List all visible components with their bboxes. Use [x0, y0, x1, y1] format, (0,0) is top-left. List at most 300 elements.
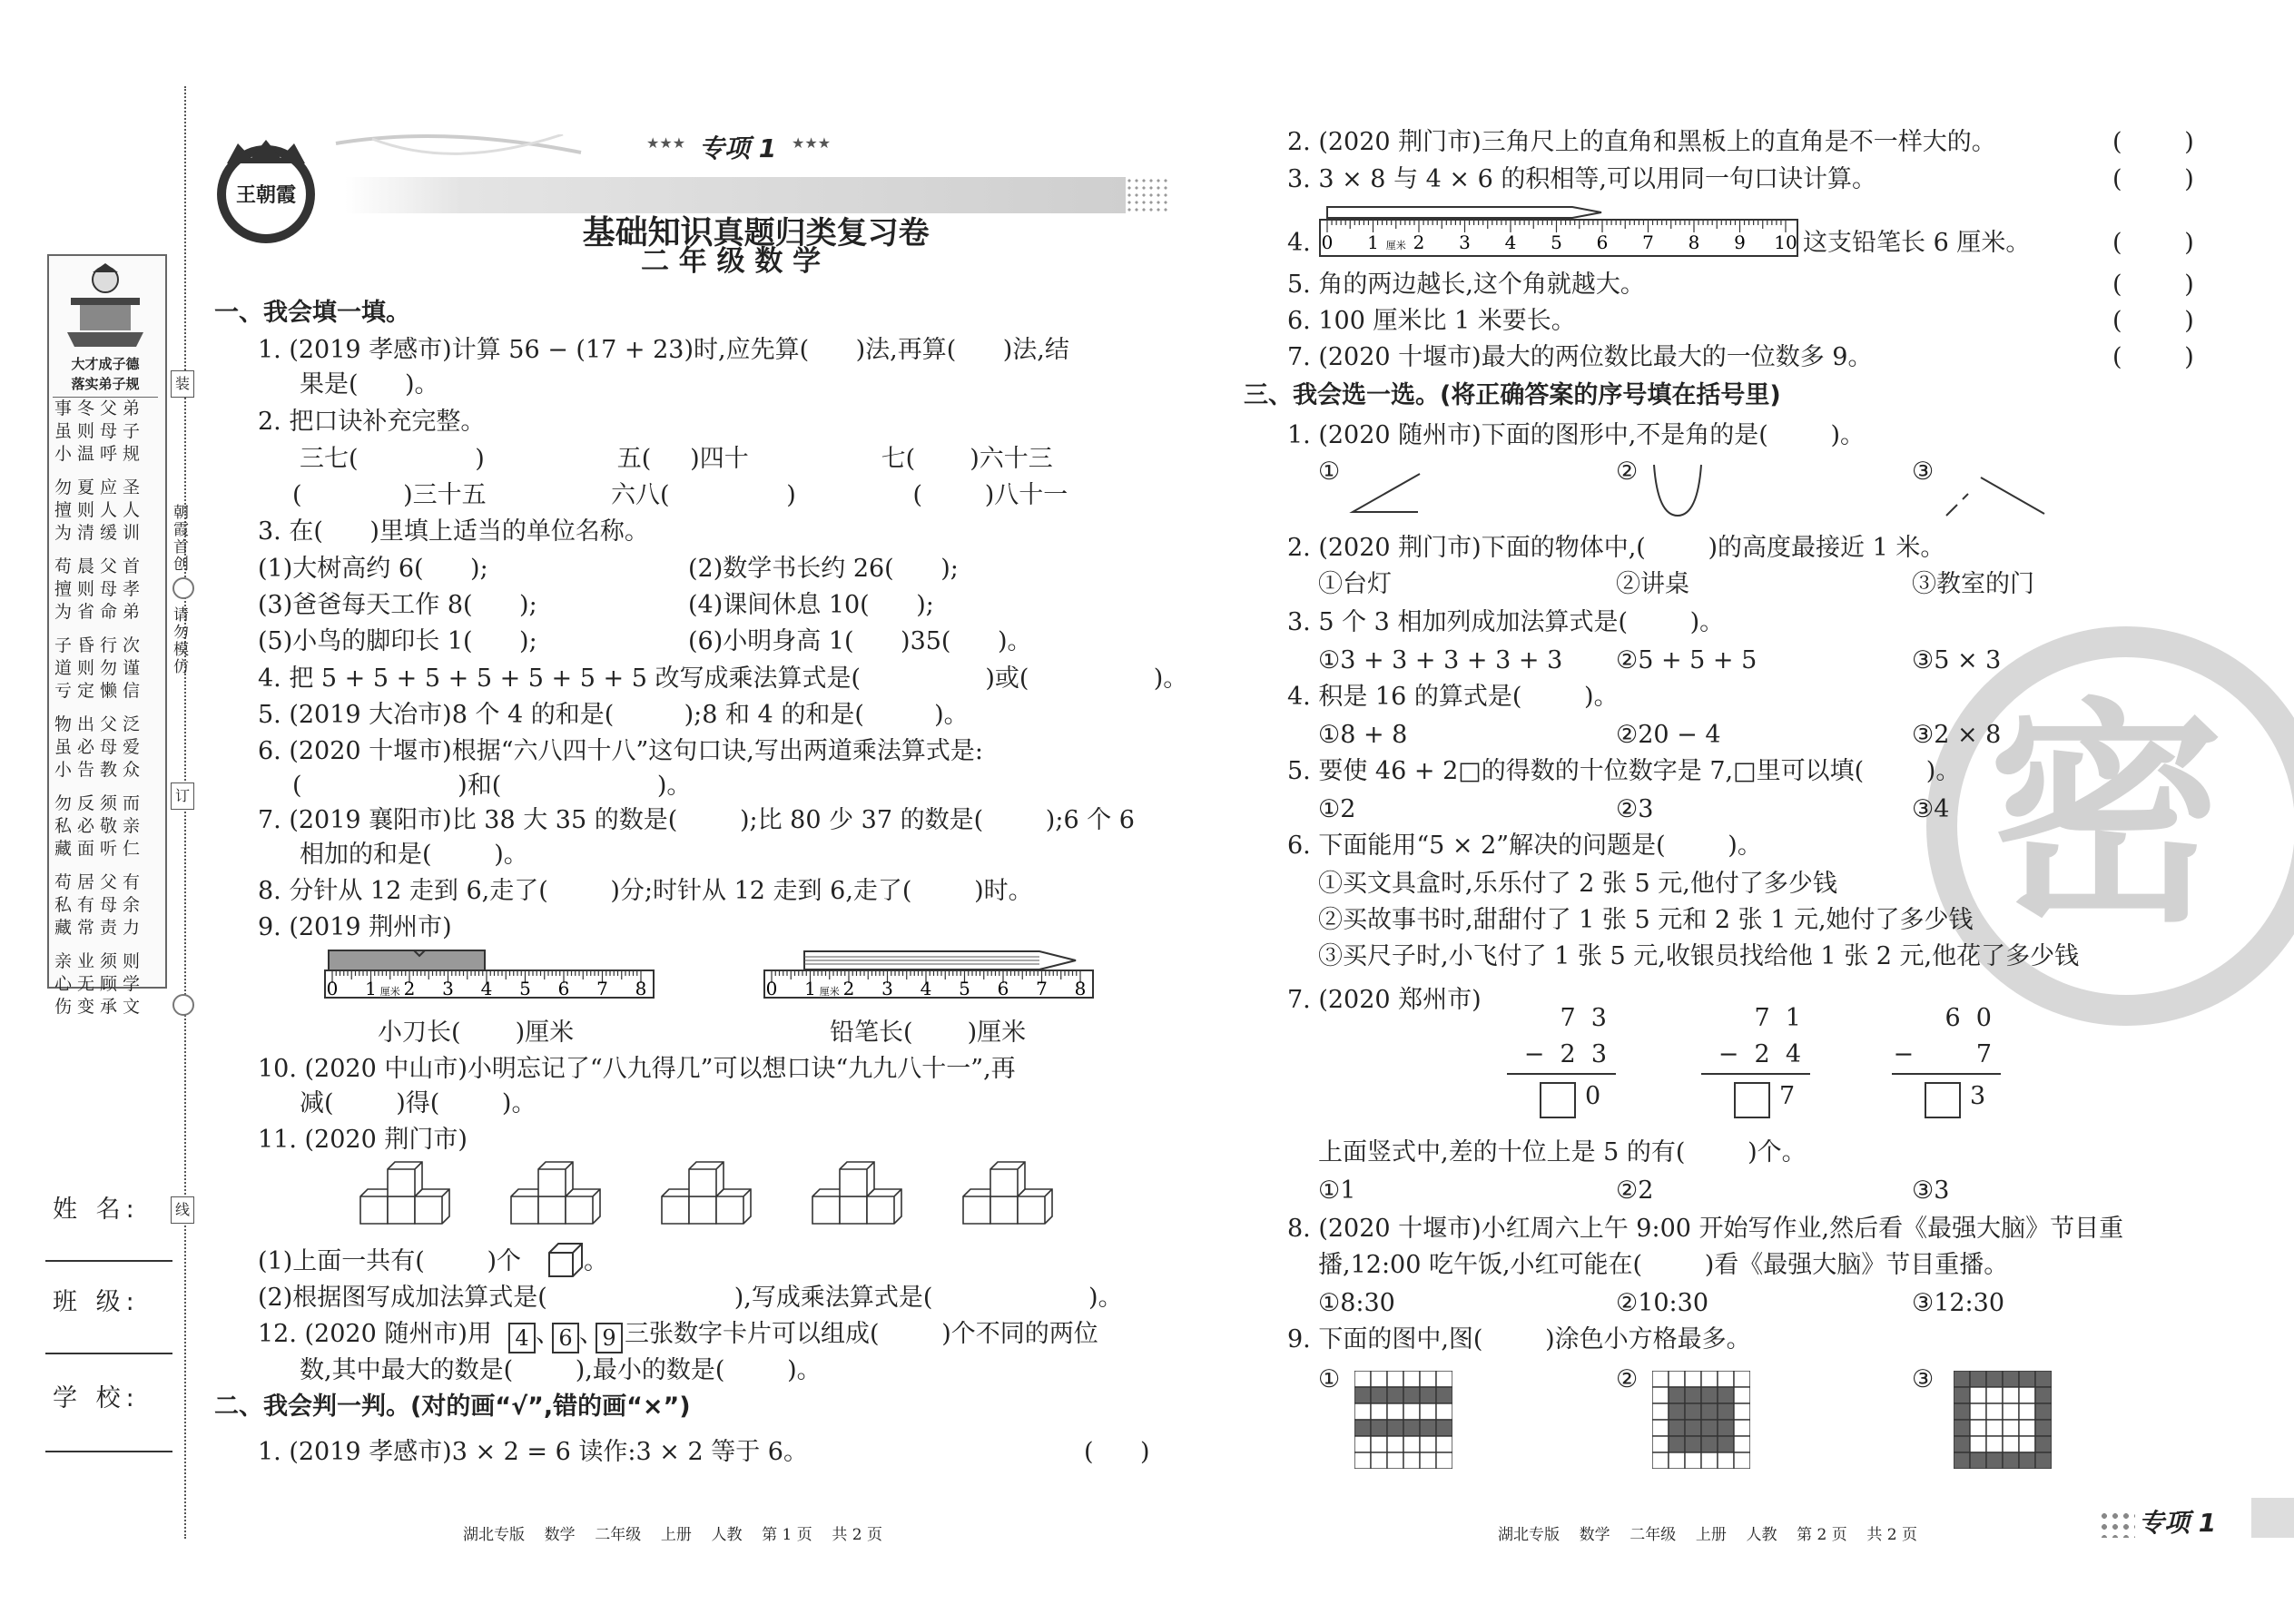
ruler-number: 8	[635, 978, 647, 999]
grid-cell	[1986, 1452, 2003, 1469]
grid-cell	[1354, 1452, 1371, 1469]
grid-cell	[1685, 1436, 1701, 1452]
judge-q7-answer[interactable]: ( )	[2112, 343, 2194, 371]
grid-cell	[1701, 1371, 1718, 1387]
title-bar-dots	[1126, 177, 1171, 213]
choose-q1-opt1-label: ①	[1318, 458, 1341, 486]
q6-line2: ( )和( )。	[292, 772, 692, 800]
grid-cell	[1652, 1452, 1669, 1469]
ruler-number: 3	[1459, 231, 1471, 253]
sidebar-text-row: 虽则母子	[54, 421, 146, 441]
judge-q1: 1. (2019 孝感市)3 × 2 = 6 读作:3 × 2 等于 6。	[258, 1438, 808, 1466]
ruler-number: 1	[804, 978, 816, 999]
ray-figure-3	[1943, 472, 2052, 519]
choose-q7: 7. (2020 郑州市)	[1287, 986, 1482, 1014]
grid-cell	[1436, 1452, 1452, 1469]
curve-figure-2	[1650, 461, 1705, 519]
grid-cell	[1701, 1387, 1718, 1403]
grid-figure-2	[1652, 1371, 1750, 1469]
section-judge-heading: 二、我会判一判。(对的画“√”,错的画“×”)	[214, 1393, 691, 1421]
ruler-number: 4	[1504, 231, 1517, 253]
grid-cell	[2035, 1371, 2052, 1387]
q3-item3: (3)爸爸每天工作 8( );	[258, 591, 537, 619]
ruler-number: 0	[1321, 231, 1334, 253]
grid-cell	[1734, 1371, 1750, 1387]
angle-figure-1	[1349, 470, 1422, 516]
sidebar-text-row: 为省命弟	[54, 602, 146, 622]
sidebar-text-row: 藏常责力	[54, 918, 146, 938]
ruler-number: 4	[920, 978, 932, 999]
grid-cell	[2003, 1436, 2019, 1452]
calc-top: 7 3	[1560, 1004, 1607, 1032]
cube-stack-figure	[660, 1160, 769, 1233]
left-footer: 湖北专版 数学 二年级 上册 人教 第 1 页 共 2 页	[463, 1526, 882, 1544]
choose-q9-opt3-label: ③	[1912, 1365, 1935, 1393]
q4-line: 4. 把 5 + 5 + 5 + 5 + 5 + 5 + 5 改写成乘法算式是( )或( )。	[258, 664, 1188, 693]
knife-icon	[329, 950, 485, 970]
stamp-character: 密	[1988, 680, 2224, 954]
grid-cell	[2035, 1436, 2052, 1452]
grid-cell	[1718, 1420, 1734, 1436]
grid-cell	[1954, 1452, 1970, 1469]
grid-cell	[1420, 1436, 1436, 1452]
grid-cell	[2035, 1420, 2052, 1436]
calc-top: 6 0	[1944, 1004, 1992, 1032]
grid-cell	[1403, 1420, 1420, 1436]
ruler-number: 8	[1688, 231, 1700, 253]
school-label: 学 校:	[53, 1384, 140, 1412]
ruler-number: 7	[1036, 978, 1048, 999]
grid-cell	[2003, 1452, 2019, 1469]
grid-cell	[1420, 1420, 1436, 1436]
scholar-figure	[53, 260, 158, 350]
q12-prefix: 12. (2020 随州市)用	[258, 1320, 492, 1348]
choose-q1-opt2-label: ②	[1616, 458, 1639, 486]
seal-label-xian: 线	[171, 1196, 194, 1224]
number-card-9: 9	[596, 1323, 623, 1353]
q10-line1: 10. (2020 中山市)小明忘记了“八九得几”可以想口诀“九九八十一”,再	[258, 1055, 1016, 1083]
grid-cell	[1387, 1420, 1403, 1436]
scholar-icon	[53, 260, 158, 350]
grid-cell	[1954, 1436, 1970, 1452]
grid-cell	[1734, 1452, 1750, 1469]
card-sep: 、	[579, 1320, 604, 1348]
grid-cell	[1354, 1371, 1371, 1387]
choose-q4-opt1: ①8 + 8	[1318, 721, 1408, 749]
grid-cell	[1718, 1387, 1734, 1403]
calc-unit: 3	[1970, 1082, 1986, 1110]
grid-cell	[2019, 1371, 2035, 1387]
choose-q8-opt3: ③12:30	[1912, 1289, 2005, 1317]
grid-figure-1	[1354, 1371, 1452, 1469]
judge-q7: 7. (2020 十堰市)最大的两位数比最大的一位数多 9。	[1287, 343, 1873, 371]
grid-cell	[1652, 1371, 1669, 1387]
q1-line2: 果是( )。	[300, 370, 439, 399]
grid-cell	[1371, 1452, 1387, 1469]
cube-figures	[359, 1160, 1067, 1233]
choose-q8-opt2: ②10:30	[1616, 1289, 1709, 1317]
grid-cell	[1718, 1371, 1734, 1387]
grid-cell	[1701, 1403, 1718, 1420]
choose-q2: 2. (2020 荆门市)下面的物体中,( )的高度最接近 1 米。	[1287, 534, 1945, 562]
header-stars-left: ★★★	[646, 134, 686, 152]
knife-length-label: 小刀长( )厘米	[378, 1019, 575, 1047]
cube-icon	[547, 1242, 584, 1278]
q8-line: 8. 分针从 12 走到 6,走了( )分;时针从 12 走到 6,走了( )时。	[258, 877, 1033, 905]
grid-cell	[1954, 1371, 1970, 1387]
logo-text: 王朝霞	[235, 184, 296, 207]
grid-cell	[1354, 1403, 1371, 1420]
grid-cell	[1734, 1436, 1750, 1452]
q11-part1: (1)上面一共有( )个	[258, 1247, 521, 1275]
q9-line: 9. (2019 荆州市)	[258, 913, 452, 941]
ruler-number: 5	[959, 978, 970, 999]
seal-label-zhuang: 装	[171, 370, 194, 398]
ruler-number: 10	[1774, 231, 1797, 253]
judge-q3-answer[interactable]: ( )	[2112, 165, 2194, 193]
swirl-icon	[172, 577, 194, 599]
choose-q5-opt3: ③4	[1912, 795, 1950, 823]
grid-cell	[1403, 1387, 1420, 1403]
q3-item2: (2)数学书长约 26( );	[688, 555, 959, 583]
number-card-4: 4	[508, 1323, 536, 1353]
header-ribbon	[218, 134, 1171, 143]
choose-q6-opt2: ②买故事书时,甜甜付了 1 张 5 元和 2 张 1 元,她付了多少钱	[1318, 906, 1974, 934]
grid-cell	[1718, 1436, 1734, 1452]
choose-q3-opt1: ①3 + 3 + 3 + 3 + 3	[1318, 646, 1563, 674]
grid-cell	[2003, 1371, 2019, 1387]
ruler-number: 8	[1074, 978, 1087, 999]
section-choose-heading: 三、我会选一选。(将正确答案的序号填在括号里)	[1244, 381, 1781, 409]
q5-line: 5. (2019 大冶市)8 个 4 的和是( );8 和 4 的和是( )。	[258, 701, 969, 729]
q12-line2: 数,其中最大的数是( ),最小的数是( )。	[300, 1356, 822, 1384]
q3-item1: (1)大树高约 6( );	[258, 555, 488, 583]
choose-q5-opt1: ①2	[1318, 795, 1356, 823]
judge-q4-answer[interactable]: ( )	[2112, 229, 2194, 257]
ruler-number: 2	[842, 978, 855, 999]
grid-cell	[1669, 1371, 1685, 1387]
grid-cell	[1371, 1387, 1387, 1403]
answer-box[interactable]	[1925, 1082, 1961, 1118]
grid-cell	[1734, 1403, 1750, 1420]
sidebar-text-row: 勿夏应圣	[54, 477, 146, 497]
ruler-number: 0	[326, 978, 339, 999]
sidebar-text-row: 藏面听仁	[54, 839, 146, 859]
judge-q5: 5. 角的两边越长,这个角就越大。	[1287, 271, 1645, 299]
grid-cell	[1436, 1387, 1452, 1403]
sidebar-motto-1: 大才成子德	[71, 356, 140, 372]
sidebar-text-row: 伤变承文	[54, 997, 146, 1017]
ruler-number: 0	[765, 978, 778, 999]
answer-box[interactable]	[1540, 1082, 1576, 1118]
grid-cell	[1436, 1403, 1452, 1420]
copyright-1: 朝霞首创	[170, 504, 188, 573]
grid-cell	[1970, 1403, 1986, 1420]
sidebar-text-row: 苟晨父首	[54, 556, 146, 576]
calc-unit: 0	[1585, 1082, 1601, 1110]
grid-cell	[1954, 1420, 1970, 1436]
judge-q2-answer[interactable]: ( )	[2112, 128, 2194, 156]
grid-cell	[2003, 1403, 2019, 1420]
grid-cell	[1970, 1436, 1986, 1452]
grid-cell	[1371, 1371, 1387, 1387]
ruler-number: 2	[1413, 231, 1425, 253]
pencil-ruler-figure-2	[1318, 198, 1799, 261]
name-field[interactable]	[45, 1260, 172, 1262]
grid-cell	[1986, 1403, 2003, 1420]
binding-dotted-line	[184, 86, 186, 1539]
grid-cell	[2035, 1387, 2052, 1403]
judge-q6-answer[interactable]: ( )	[2112, 307, 2194, 335]
grid-cell	[1354, 1436, 1371, 1452]
choose-q9-opt1-label: ①	[1318, 1365, 1341, 1393]
q6-line1: 6. (2020 十堰市)根据“六八四十八”这句口诀,写出两道乘法算式是:	[258, 737, 983, 765]
grid-cell	[1718, 1403, 1734, 1420]
grid-cell	[1701, 1436, 1718, 1452]
choose-q4: 4. 积是 16 的算式是( )。	[1287, 683, 1619, 711]
grid-cell	[1354, 1420, 1371, 1436]
choose-q7-opt1: ①1	[1318, 1176, 1356, 1205]
page-subtitle: 二 年 级 数 学	[641, 245, 822, 278]
ruler-number: 6	[557, 978, 570, 999]
choose-q9: 9. 下面的图中,图( )涂色小方格最多。	[1287, 1325, 1751, 1353]
ruler-number: 6	[997, 978, 1009, 999]
grid-cell	[1986, 1371, 2003, 1387]
grid-cell	[1387, 1452, 1403, 1469]
grid-cell	[1701, 1452, 1718, 1469]
seal-label-ding: 订	[171, 782, 194, 810]
ruler-number: 4	[480, 978, 493, 999]
judge-q6: 6. 100 厘米比 1 米要长。	[1287, 307, 1576, 335]
grid-cell	[1685, 1371, 1701, 1387]
grid-cell	[2003, 1420, 2019, 1436]
ruler-unit: 厘米	[1385, 240, 1406, 251]
choose-q7-question: 上面竖式中,差的十位上是 5 的有( )个。	[1318, 1138, 1807, 1166]
choose-q2-opt3: ③教室的门	[1912, 570, 2034, 598]
grid-cell	[1371, 1403, 1387, 1420]
class-field[interactable]	[45, 1353, 172, 1354]
corner-dots	[2099, 1511, 2135, 1538]
copyright-2: 请勿模仿	[170, 606, 188, 675]
cube-stack-figure	[961, 1160, 1070, 1233]
sidebar-text-row: 擅则母孝	[54, 579, 146, 599]
choose-q7-opt3: ③3	[1912, 1176, 1950, 1205]
ruler-number: 7	[1642, 231, 1654, 253]
section-fill-heading: 一、我会填一填。	[214, 299, 410, 327]
calc-sub: − 2 4	[1701, 1037, 1810, 1075]
grid-cell	[1986, 1436, 2003, 1452]
ruler-number: 7	[596, 978, 608, 999]
grid-cell	[1986, 1420, 2003, 1436]
ruler-unit: 厘米	[379, 986, 400, 998]
choose-q2-opt2: ②讲桌	[1616, 570, 1689, 598]
choose-q2-opt1: ①台灯	[1318, 570, 1392, 598]
grid-cell	[1652, 1387, 1669, 1403]
choose-q5: 5. 要使 46 + 2□的得数的十位数字是 7,□里可以填( )。	[1287, 757, 1961, 785]
grid-cell	[1387, 1387, 1403, 1403]
swirl-icon	[172, 994, 194, 1016]
grid-cell	[1354, 1387, 1371, 1403]
choose-q3-opt3: ③5 × 3	[1912, 646, 2002, 674]
q3-item5: (5)小鸟的脚印长 1( );	[258, 627, 537, 655]
grid-cell	[1734, 1387, 1750, 1403]
choose-q1-opt3-label: ③	[1912, 458, 1935, 486]
choose-q7-opt2: ②2	[1616, 1176, 1654, 1205]
subject-label: 专项 1	[699, 133, 777, 163]
ruler-unit: 厘米	[819, 986, 840, 998]
answer-box[interactable]	[1734, 1082, 1770, 1118]
grid-cell	[1685, 1403, 1701, 1420]
sidebar-text-row: 为清缓训	[54, 523, 146, 543]
grid-cell	[2035, 1403, 2052, 1420]
choose-q9-opt2-label: ②	[1616, 1365, 1639, 1393]
judge-q1-answer[interactable]: ( )	[1084, 1438, 1150, 1466]
calc-sub: − 7	[1892, 1037, 2001, 1075]
grid-cell	[1954, 1387, 1970, 1403]
q7-line2: 相加的和是( )。	[300, 841, 528, 869]
grid-cell	[1970, 1452, 1986, 1469]
grid-cell	[2019, 1403, 2035, 1420]
name-label: 姓 名:	[53, 1196, 140, 1224]
sidebar-text-row: 私有母余	[54, 895, 146, 915]
choose-q4-opt2: ②20 − 4	[1616, 721, 1721, 749]
choose-q8-line2: 播,12:00 吃午饭,小红可能在( )看《最强大脑》节目重播。	[1318, 1251, 2009, 1279]
card-sep: 、	[536, 1320, 560, 1348]
q7-line1: 7. (2019 襄阳市)比 38 大 35 的数是( );比 80 少 37 的数是( );6 个 6	[258, 806, 1135, 834]
title-bold: 基础知识	[582, 214, 714, 251]
vertical-calc-1	[1507, 1000, 1616, 1120]
q11-part2: (2)根据图写成加法算式是( ),写成乘法算式是( )。	[258, 1284, 1123, 1312]
sidebar-text-row: 子昏行次	[54, 635, 146, 655]
grid-cell	[1436, 1436, 1452, 1452]
choose-q8-line1: 8. (2020 十堰市)小红周六上午 9:00 开始写作业,然后看《最强大脑》节目重	[1287, 1215, 2124, 1243]
grid-cell	[1669, 1452, 1685, 1469]
choose-q3-opt2: ②5 + 5 + 5	[1616, 646, 1757, 674]
grid-cell	[1436, 1371, 1452, 1387]
grid-cell	[1387, 1436, 1403, 1452]
grid-cell	[1685, 1387, 1701, 1403]
q2-row1: 三七( ) 五( )四十 七( )六十三	[300, 445, 1053, 473]
grid-cell	[1954, 1403, 1970, 1420]
choose-q6-opt3: ③买尺子时,小飞付了 1 张 5 元,收银员找给他 1 张 2 元,他花了多少钱	[1318, 942, 2080, 970]
grid-cell	[1403, 1436, 1420, 1452]
q2-line1: 2. 把口诀补充完整。	[258, 408, 486, 436]
knife-ruler-figure	[323, 949, 659, 1012]
grid-cell	[1652, 1420, 1669, 1436]
q3-item4: (4)课间休息 10( );	[688, 591, 934, 619]
grid-cell	[1420, 1371, 1436, 1387]
ruler-number: 1	[365, 978, 377, 999]
q1-line1: 1. (2019 孝感市)计算 56 − (17 + 23)时,应先算( )法,再算( )法,结	[258, 336, 1069, 364]
sidebar-text-row: 亏定懒信	[54, 681, 146, 701]
sidebar-text-row: 物出父泛	[54, 714, 146, 734]
sidebar-text-row: 苟居父有	[54, 872, 146, 892]
grid-cell	[1652, 1403, 1669, 1420]
grid-cell	[1387, 1371, 1403, 1387]
judge-q4-number: 4.	[1287, 229, 1311, 257]
sidebar-text-row: 私必敬亲	[54, 816, 146, 836]
ruler-number: 5	[519, 978, 531, 999]
sidebar-text-row: 虽必母爱	[54, 737, 146, 757]
grid-cell	[2035, 1452, 2052, 1469]
calc-top: 7 1	[1754, 1004, 1801, 1032]
q2-row2: ( )三十五 六八( ) ( )八十一	[292, 481, 1068, 509]
sidebar-text-block	[54, 398, 160, 1019]
choose-q1: 1. (2020 随州市)下面的图形中,不是角的是( )。	[1287, 421, 1866, 449]
grid-cell	[2003, 1387, 2019, 1403]
cube-stack-figure	[359, 1160, 468, 1233]
choose-q3: 3. 5 个 3 相加列成加法算式是( )。	[1287, 608, 1725, 636]
q3-line1: 3. 在( )里填上适当的单位名称。	[258, 517, 649, 546]
grid-cell	[1669, 1387, 1685, 1403]
judge-q5-answer[interactable]: ( )	[2112, 271, 2194, 299]
sidebar-text-row: 擅则人人	[54, 500, 146, 520]
cube-stack-figure	[811, 1160, 920, 1233]
grid-cell	[2019, 1387, 2035, 1403]
pencil-length-label: 铅笔长( )厘米	[830, 1019, 1027, 1047]
sidebar-text-row: 心无顾学	[54, 974, 146, 994]
grid-cell	[1970, 1387, 1986, 1403]
corner-label: 专项 1	[2139, 1508, 2217, 1538]
number-card-6: 6	[552, 1323, 579, 1353]
choose-q6: 6. 下面能用“5 × 2”解决的问题是( )。	[1287, 832, 1762, 860]
q12-line1-rest: 三张数字卡片可以组成( )个不同的两位	[625, 1320, 1098, 1348]
q11-part1-end: 。	[584, 1247, 608, 1275]
grid-cell	[1420, 1452, 1436, 1469]
q10-line2: 减( )得( )。	[300, 1089, 537, 1117]
sidebar-text-row: 小告教众	[54, 760, 146, 780]
pencil-icon	[1327, 207, 1601, 218]
vertical-calc-2	[1701, 1000, 1810, 1120]
ruler-number: 3	[881, 978, 893, 999]
title-rest: 真题归类复习卷	[713, 215, 930, 251]
grid-cell	[1669, 1420, 1685, 1436]
q3-item6: (6)小明身高 1( )35( )。	[688, 627, 1032, 655]
grid-cell	[1718, 1452, 1734, 1469]
grid-cell	[1986, 1387, 2003, 1403]
ruler-number: 6	[1596, 231, 1609, 253]
right-footer: 湖北专版 数学 二年级 上册 人教 第 2 页 共 2 页	[1498, 1526, 1917, 1544]
judge-q3: 3. 3 × 8 与 4 × 6 的积相等,可以用同一句口诀计算。	[1287, 165, 1876, 193]
choose-q6-opt1: ①买文具盒时,乐乐付了 2 张 5 元,他付了多少钱	[1318, 870, 1837, 898]
grid-cell	[1420, 1403, 1436, 1420]
grid-cell	[1436, 1420, 1452, 1436]
grid-cell	[2019, 1420, 2035, 1436]
sidebar-text-row: 小温呼规	[54, 444, 146, 464]
calc-sub: − 2 3	[1507, 1037, 1616, 1075]
sidebar-motto-2: 落实弟子规	[53, 374, 158, 398]
grid-cell	[1970, 1420, 1986, 1436]
calc-unit: 7	[1779, 1082, 1796, 1110]
grid-cell	[1403, 1371, 1420, 1387]
grid-cell	[1420, 1387, 1436, 1403]
grid-cell	[1652, 1436, 1669, 1452]
grid-cell	[1387, 1403, 1403, 1420]
grid-cell	[1701, 1420, 1718, 1436]
grid-figure-3	[1954, 1371, 2052, 1469]
grid-cell	[1970, 1371, 1986, 1387]
sidebar-text-row: 道则勿谨	[54, 658, 146, 678]
q11-line: 11. (2020 荆门市)	[258, 1126, 468, 1154]
ruler-number: 5	[1551, 231, 1562, 253]
corner-bar	[2251, 1498, 2294, 1538]
school-field[interactable]	[45, 1451, 172, 1452]
grid-cell	[1371, 1436, 1387, 1452]
vertical-calc-3	[1892, 1000, 2001, 1120]
choose-q5-opt2: ②3	[1616, 795, 1654, 823]
header-stars-right: ★★★	[792, 134, 832, 152]
grid-cell	[1669, 1436, 1685, 1452]
